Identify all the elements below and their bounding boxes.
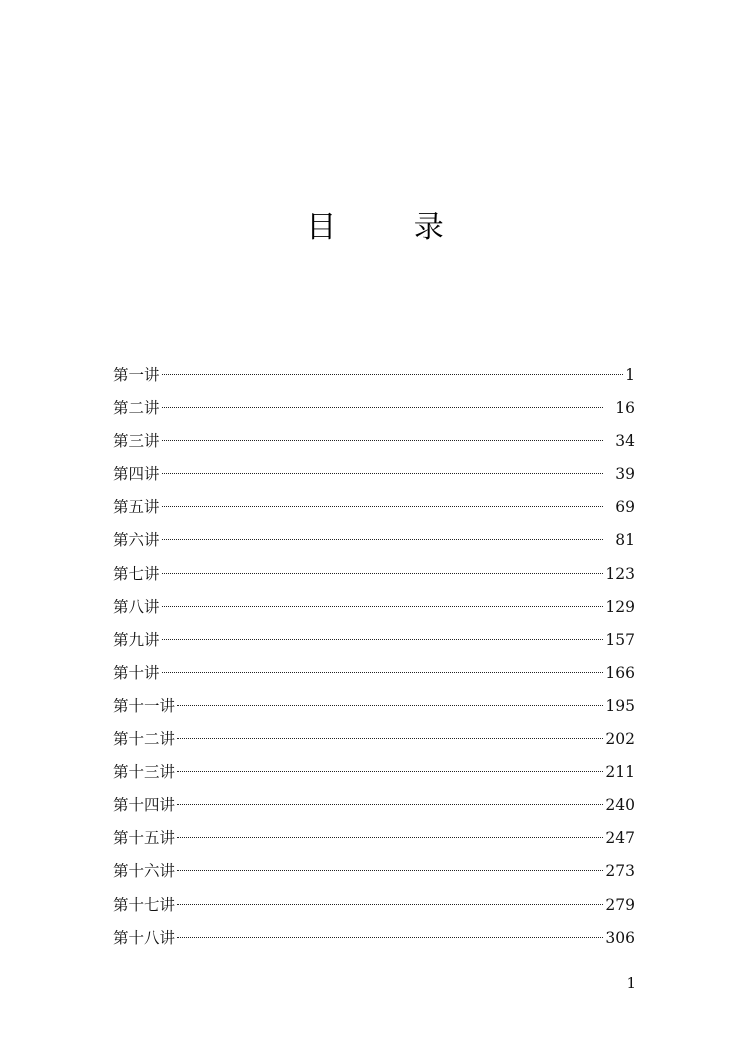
toc-entry-page: 69 (615, 498, 635, 517)
toc-entry-label: 第十六讲 (113, 862, 176, 881)
toc-dot-leader (162, 473, 603, 474)
toc-entry-label: 第一讲 (113, 366, 160, 384)
toc-entry-label: 第七讲 (113, 564, 160, 583)
toc-entry-page: 273 (605, 862, 635, 881)
toc-entry[interactable] (113, 491, 635, 524)
toc-entry-label: 第六讲 (113, 531, 160, 550)
toc-entry-page: 39 (615, 465, 635, 484)
toc-entry-page: 129 (605, 597, 635, 616)
toc-entry-page: 16 (615, 399, 635, 418)
toc-entry[interactable] (113, 922, 635, 955)
toc-entry[interactable] (113, 591, 635, 624)
toc-entry-label: 第四讲 (113, 465, 160, 484)
toc-dot-leader (162, 374, 624, 375)
toc-dot-leader (162, 539, 603, 540)
page-number: 1 (626, 974, 636, 992)
toc-entry-label: 第九讲 (113, 630, 160, 649)
toc-entry-label: 第二讲 (113, 399, 160, 418)
toc-entry-label: 第八讲 (113, 597, 160, 616)
toc-entry[interactable] (113, 458, 635, 491)
toc-entry[interactable] (113, 855, 635, 888)
toc-entry-page: 247 (605, 829, 635, 848)
toc-entry-label: 第十八讲 (113, 928, 176, 947)
toc-dot-leader (177, 804, 603, 805)
toc-entry[interactable] (113, 425, 635, 458)
toc-entry-page: 81 (615, 531, 635, 550)
toc-entry[interactable] (113, 359, 635, 392)
toc-entry-label: 第十五讲 (113, 829, 176, 848)
toc-dot-leader (162, 506, 603, 507)
toc-entry-page: 195 (605, 696, 635, 715)
toc-dot-leader (162, 440, 603, 441)
toc-dot-leader (177, 771, 603, 772)
toc-entry[interactable] (113, 657, 635, 690)
toc-entry-page: 240 (605, 796, 635, 815)
toc-entry-label: 第十四讲 (113, 796, 176, 815)
toc-dot-leader (177, 705, 603, 706)
toc-dot-leader (162, 639, 604, 640)
toc-dot-leader (162, 407, 603, 408)
toc-entry[interactable] (113, 558, 635, 591)
toc-entry-page: 279 (605, 895, 635, 914)
toc-dot-leader (162, 573, 604, 574)
toc-entry-page: 306 (605, 928, 635, 947)
toc-entry-label: 第十七讲 (113, 895, 176, 914)
toc-entry-page: 1 (625, 366, 635, 384)
toc-dot-leader (162, 672, 604, 673)
toc-entry-label: 第十二讲 (113, 730, 176, 749)
toc-entry[interactable] (113, 756, 635, 789)
toc-entry-page: 202 (605, 730, 635, 749)
toc-list (113, 359, 635, 955)
toc-entry[interactable] (113, 690, 635, 723)
toc-entry-label: 第十讲 (113, 663, 160, 682)
toc-entry-label: 第十一讲 (113, 696, 176, 715)
toc-dot-leader (177, 904, 603, 905)
toc-entry-label: 第五讲 (113, 498, 160, 517)
toc-entry[interactable] (113, 789, 635, 822)
toc-entry-page: 34 (615, 432, 635, 451)
toc-entry-page: 123 (605, 564, 635, 583)
toc-title: 目 录 (306, 210, 478, 245)
toc-dot-leader (177, 738, 603, 739)
toc-dot-leader (177, 870, 603, 871)
toc-entry[interactable] (113, 822, 635, 855)
toc-entry-page: 166 (605, 663, 635, 682)
toc-entry[interactable] (113, 723, 635, 756)
toc-entry-page: 211 (605, 763, 635, 782)
toc-entry-page: 157 (605, 630, 635, 649)
toc-entry[interactable] (113, 624, 635, 657)
toc-entry-label: 第十三讲 (113, 763, 176, 782)
toc-dot-leader (162, 606, 604, 607)
toc-entry[interactable] (113, 524, 635, 557)
toc-entry-label: 第三讲 (113, 432, 160, 451)
toc-entry[interactable] (113, 392, 635, 425)
toc-dot-leader (177, 837, 603, 838)
toc-dot-leader (177, 937, 603, 938)
toc-entry[interactable] (113, 889, 635, 922)
